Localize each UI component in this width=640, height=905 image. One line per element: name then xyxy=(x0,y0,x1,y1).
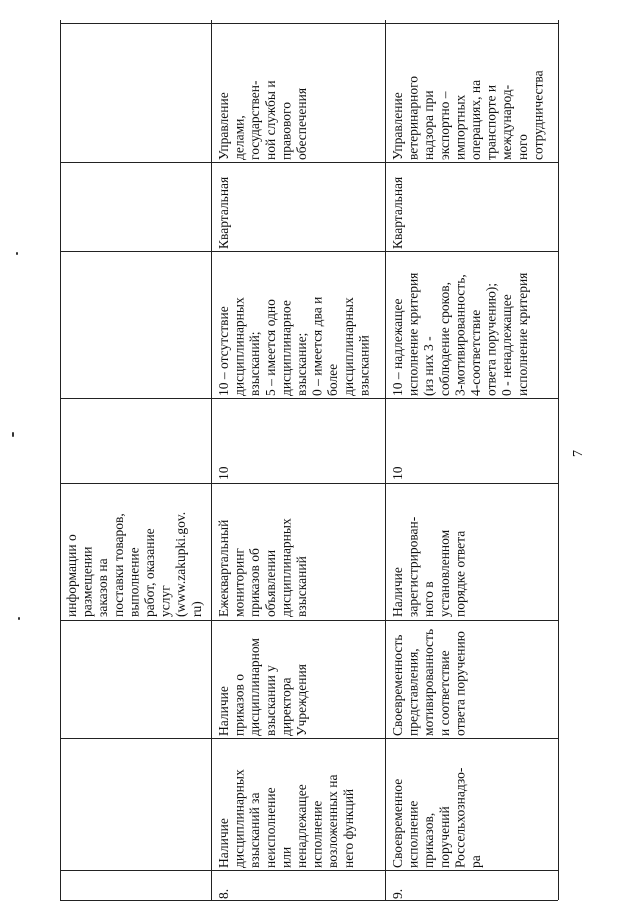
scan-speck xyxy=(16,252,18,255)
scan-speck xyxy=(12,432,14,437)
row-separator xyxy=(211,20,212,900)
row-8-number: 8. xyxy=(216,888,231,899)
column-separator xyxy=(60,23,558,24)
row-8-scoring: 10 – отсутствие дисциплинарных взысканий; 5 – имеется одно дисциплинарное взыскание; 0 – имеется два и более дисциплинарных взысканий xyxy=(216,296,372,396)
row-9-criterion: Своевременность представления, мотивированность и соответствие ответа поручению xyxy=(390,628,468,736)
column-separator xyxy=(60,738,558,739)
column-separator xyxy=(60,398,558,399)
row-9-number: 9. xyxy=(390,888,405,899)
column-separator xyxy=(60,251,558,252)
row-8-periodicity: Квартальная xyxy=(216,176,231,249)
row-8-indicator: Наличие дисциплинарных взысканий за неисполнение или ненадлежащее исполнение возложенных на него функций xyxy=(216,769,356,868)
row-9-scoring: 10 – надлежащее исполнение критерия (из них 3 - соблюдение сроков, 3-мотивированность, 4-соответствие ответа поручению); 0 - ненадлежащее исполнение критерия xyxy=(390,272,530,396)
row-8-criterion: Наличие приказов о дисциплинарном взыскании у директора Учреждения xyxy=(216,638,309,736)
row-9-max-score: 10 xyxy=(390,466,405,480)
row-9-periodicity: Квартальная xyxy=(390,176,405,249)
table-border-right xyxy=(558,20,559,900)
table-border-left xyxy=(60,20,61,900)
row-separator xyxy=(385,20,386,900)
row-9-indicator: Своевременное исполнение приказов, поручений Россельхознадзо- ра xyxy=(390,767,483,868)
table-border-bottom xyxy=(60,900,558,901)
column-separator xyxy=(60,162,558,163)
column-separator xyxy=(60,620,558,621)
row-9-responsible: Управление ветеринарного надзора при экспортно – импортных операциях, на транспорте и международ- ного сотрудничества xyxy=(390,70,546,160)
column-separator xyxy=(60,870,558,871)
column-separator xyxy=(60,483,558,484)
page-number: 7 xyxy=(571,450,586,457)
scan-speck xyxy=(18,617,20,620)
row-8-responsible: Управление делами, государствен- ной службы и правового обеспечения xyxy=(216,80,309,160)
row-continuation-calculation: информации о размещении заказов на поставки товаров, выполнение работ, оказание услуг (www.zakupki.gov. ru) xyxy=(64,511,204,617)
row-8-calculation: Ежеквартальный мониторинг приказов об объявлении дисциплинарных взысканий xyxy=(216,518,309,617)
row-8-max-score: 10 xyxy=(216,466,231,480)
row-9-calculation: Наличие зарегистрирован- ного в установленном порядке ответа xyxy=(390,516,468,617)
